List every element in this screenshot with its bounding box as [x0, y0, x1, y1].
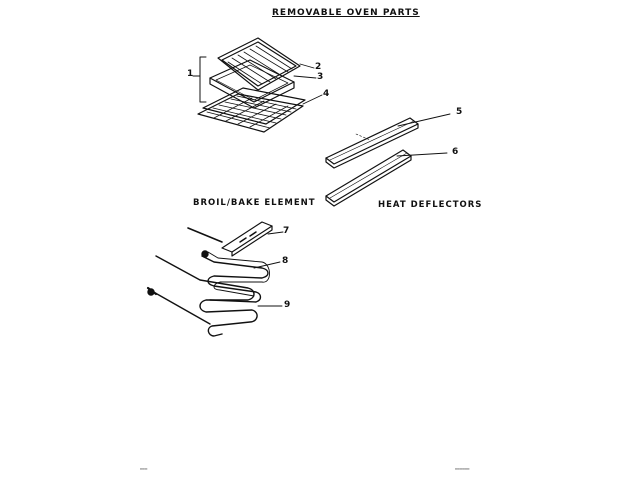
callout-6: 6 — [452, 147, 459, 157]
footer-mark-left: ▬▬▬ — [140, 466, 148, 471]
element-bracket — [188, 222, 272, 256]
broil-bake-element-label: BROIL/BAKE ELEMENT — [193, 198, 316, 208]
heat-deflectors-label: HEAT DEFLECTORS — [378, 200, 483, 210]
callout-3: 3 — [317, 72, 324, 82]
callout-2: 2 — [315, 62, 322, 72]
callout-9: 9 — [284, 300, 291, 310]
callout-1: 1 — [187, 69, 194, 79]
oven-rack — [198, 88, 305, 132]
callout-7: 7 — [283, 226, 290, 236]
broiler-pan — [210, 60, 294, 108]
footer-mark-right: ▬▬▬▬▬▬ — [455, 466, 470, 471]
heat-deflector-lower — [326, 150, 411, 206]
callout-8: 8 — [282, 256, 289, 266]
callout-4: 4 — [323, 89, 330, 99]
bake-element — [148, 256, 257, 336]
page-title: REMOVABLE OVEN PARTS — [272, 8, 420, 18]
callout-5: 5 — [456, 107, 463, 117]
broil-element — [202, 251, 270, 302]
